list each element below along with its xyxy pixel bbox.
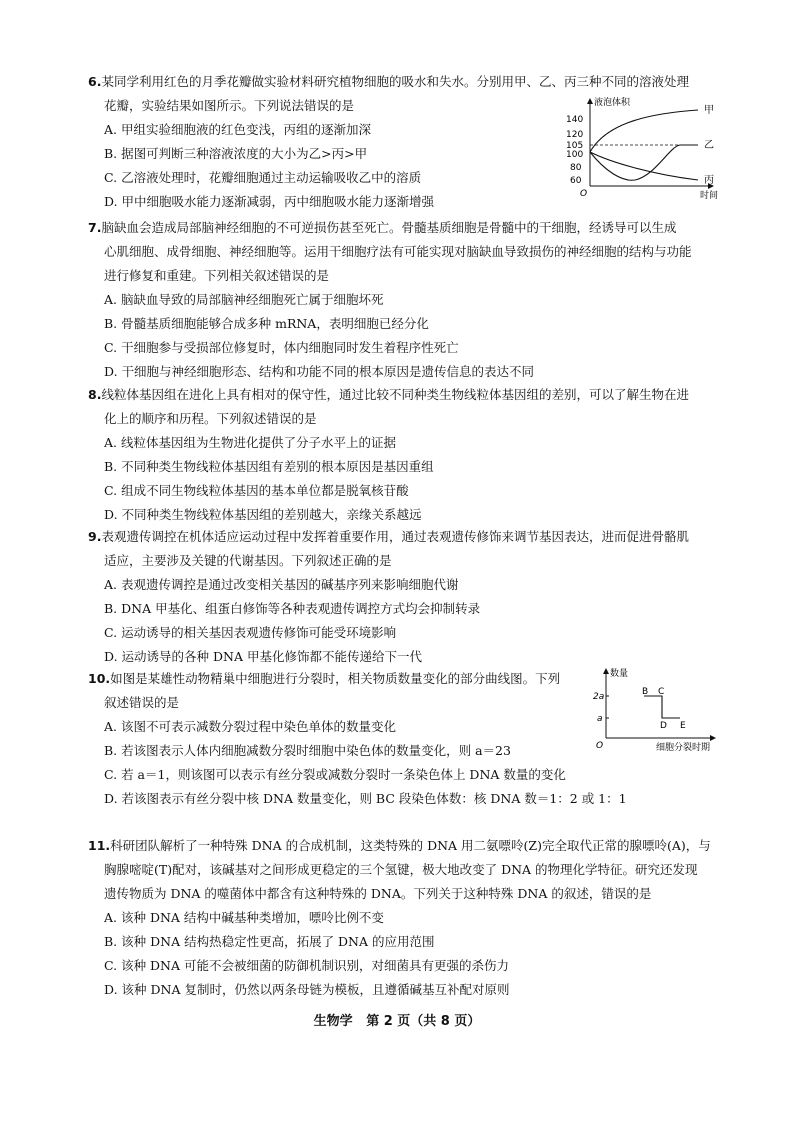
origin-label: O — [596, 741, 604, 751]
option-a: A. 表观遗传调控是通过改变相关基因的碱基序列来影响细胞代谢 — [104, 577, 459, 592]
question-stem-line: 叙述错误的是 — [104, 695, 180, 710]
option-a: A. 该图不可表示减数分裂过程中染色单体的数量变化 — [104, 719, 396, 734]
question-stem-line: 化上的顺序和历程。下列叙述错误的是 — [104, 411, 317, 426]
page-footer — [0, 1010, 794, 1029]
option-d: D. 若该图表示有丝分裂中核 DNA 数量变化，则 BC 段染色体数：核 DNA 数＝1：2 或 1：1 — [104, 791, 627, 806]
option-c: C. 运动诱导的相关基因表观遗传修饰可能受环境影响 — [104, 625, 397, 640]
y-tick-label: 80 — [570, 163, 582, 173]
series-label-bing: 丙 — [704, 175, 714, 186]
y-tick-label: 60 — [570, 176, 582, 186]
option-c: C. 组成不同生物线粒体基因的基本单位都是脱氧核苷酸 — [104, 483, 409, 498]
point-label-e: E — [680, 721, 686, 731]
point-label-d: D — [660, 721, 667, 731]
option-d: D. 干细胞与神经细胞形态、结构和功能不同的根本原因是遗传信息的表达不同 — [104, 364, 535, 379]
option-a: A. 该种 DNA 结构中碱基种类增加，嘌呤比例不变 — [104, 910, 384, 925]
question-7 — [88, 216, 748, 384]
series-label-jia: 甲 — [704, 105, 714, 116]
option-c: C. 乙溶液处理时，花瓣细胞通过主动运输吸收乙中的溶质 — [104, 170, 422, 185]
option-c: C. 若 a＝1，则该图可以表示有丝分裂或减数分裂时一条染色体上 DNA 数量的变化 — [104, 767, 566, 782]
subject-name: 生物学 — [313, 1014, 353, 1029]
quantity-step-figure — [592, 666, 732, 752]
option-b: B. 该种 DNA 结构热稳定性更高，拓展了 DNA 的应用范围 — [104, 934, 435, 949]
y-tick-label: 105 — [566, 141, 584, 151]
y-tick-label: 140 — [566, 115, 584, 125]
y-axis-label: 液泡体积 — [594, 98, 631, 108]
series-label-yi: 乙 — [704, 140, 714, 151]
y-tick-label: 120 — [566, 130, 584, 140]
point-label-b: B — [642, 687, 649, 697]
question-9 — [88, 525, 748, 669]
option-b: B. 骨髓基质细胞能够合成多种 mRNA，表明细胞已经分化 — [104, 316, 429, 331]
option-a: A. 甲组实验细胞液的红色变浅，丙组的逐渐加深 — [104, 122, 371, 137]
question-11 — [88, 834, 748, 1002]
question-stem-line: 心肌细胞、成骨细胞、神经细胞等。运用干细胞疗法有可能实现对脑缺血导致损伤的神经细胞的结构与功能 — [104, 244, 692, 259]
point-label-c: C — [658, 687, 665, 697]
question-stem-line: 胸腺嘧啶(T)配对，该碱基对之间形成更稳定的三个氢键，极大地改变了 DNA 的物理化学特征。研究还发现 — [104, 862, 698, 877]
question-stem-line: 线粒体基因组在进化上具有相对的保守性，通过比较不同种类生物线粒体基因组的差别，可以了解生物在进 — [101, 387, 689, 402]
origin-label: O — [580, 189, 588, 199]
y-axis-arrow — [587, 98, 593, 104]
question-number: 11. — [88, 838, 111, 853]
question-number: 7. — [88, 220, 102, 235]
step-line — [644, 696, 680, 718]
option-a: A. 脑缺血导致的局部脑神经细胞死亡属于细胞坏死 — [104, 292, 384, 307]
y-tick-label: 100 — [566, 150, 584, 160]
question-stem-line: 表观遗传调控在机体适应运动过程中发挥着重要作用，通过表观遗传修饰来调节基因表达，进而促进骨骼肌 — [101, 529, 689, 544]
y-tick-label: 2a — [593, 692, 605, 702]
question-stem-line: 遗传物质为 DNA 的噬菌体中都含有这种特殊的 DNA。下列关于这种特殊 DNA 的叙述，错误的是 — [104, 886, 652, 901]
option-b: B. 不同种类生物线粒体基因组有差别的根本原因是基因重组 — [104, 459, 434, 474]
question-number: 10. — [88, 671, 111, 686]
option-d: D. 该种 DNA 复制时，仍然以两条母链为模板，且遵循碱基互补配对原则 — [104, 982, 510, 997]
question-8 — [88, 383, 748, 527]
option-c: C. 该种 DNA 可能不会被细菌的防御机制识别，对细菌具有更强的杀伤力 — [104, 958, 510, 973]
vacuole-volume-figure — [560, 96, 740, 200]
question-number: 8. — [88, 387, 102, 402]
option-b: B. 据图可判断三种溶液浓度的大小为乙>丙>甲 — [104, 146, 368, 161]
option-c: C. 干细胞参与受损部位修复时，体内细胞同时发生着程序性死亡 — [104, 340, 459, 355]
y-axis-arrow — [603, 668, 609, 674]
question-stem-line: 适应，主要涉及关键的代谢基因。下列叙述正确的是 — [104, 553, 392, 568]
option-b: B. 若该图表示人体内细胞减数分裂时细胞中染色体的数量变化，则 a＝23 — [104, 743, 511, 758]
question-number: 6. — [88, 74, 102, 89]
question-number: 9. — [88, 529, 102, 544]
x-axis-label: 时间 — [700, 191, 719, 200]
x-axis-label: 细胞分裂时期 — [656, 743, 711, 752]
curve-jia — [590, 110, 698, 152]
option-b: B. DNA 甲基化、组蛋白修饰等各种表观遗传调控方式均会抑制转录 — [104, 601, 481, 616]
y-axis-label: 数量 — [610, 669, 629, 679]
question-stem-line: 花瓣，实验结果如图所示。下列说法错误的是 — [104, 98, 355, 113]
y-tick-label: a — [597, 714, 603, 724]
x-axis-arrow — [710, 735, 716, 741]
option-a: A. 线粒体基因组为生物进化提供了分子水平上的证据 — [104, 435, 396, 450]
question-stem-line: 脑缺血会造成局部脑神经细胞的不可逆损伤甚至死亡。骨髓基质细胞是骨髓中的干细胞，经诱导可以生成 — [101, 220, 677, 235]
question-stem-line: 进行修复和重建。下列相关叙述错误的是 — [104, 268, 330, 283]
option-d: D. 甲中细胞吸水能力逐渐减弱，丙中细胞吸水能力逐渐增强 — [104, 194, 435, 209]
page-number: 第 2 页（共 8 页） — [366, 1014, 481, 1029]
question-stem-line: 科研团队解析了一种特殊 DNA 的合成机制，这类特殊的 DNA 用二氨嘌呤(Z)完全取代正常的腺嘌呤(A)，与 — [110, 838, 711, 853]
question-stem-line: 某同学利用红色的月季花瓣做实验材料研究植物细胞的吸水和失水。分别用甲、乙、丙三种不同的溶液处理 — [101, 74, 689, 89]
option-d: D. 运动诱导的各种 DNA 甲基化修饰都不能传递给下一代 — [104, 649, 422, 664]
option-d: D. 不同种类生物线粒体基因组的差别越大，亲缘关系越远 — [104, 507, 422, 522]
question-stem-line: 如图是某雄性动物精巢中细胞进行分裂时，相关物质数量变化的部分曲线图。下列 — [110, 671, 561, 686]
curve-yi — [590, 145, 698, 180]
